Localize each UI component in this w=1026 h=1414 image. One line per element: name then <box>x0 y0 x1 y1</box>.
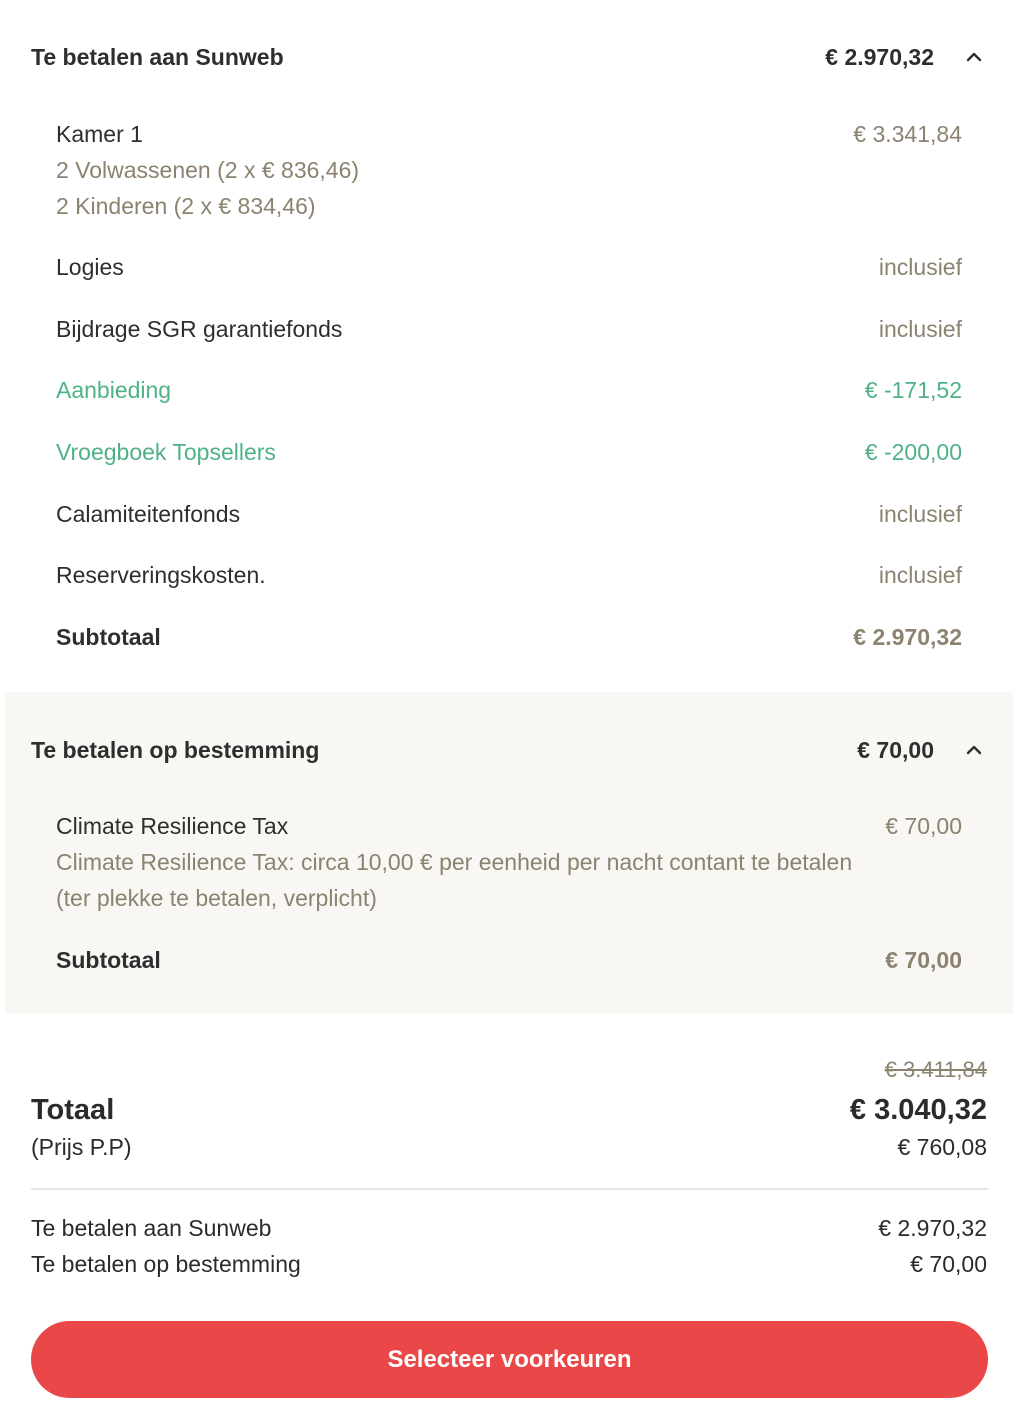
room-adults: 2 Volwassenen (2 x € 836,46) <box>56 157 360 183</box>
price-per-person-amount: € 760,08 <box>897 1134 987 1160</box>
line-item-label: Vroegboek Topsellers <box>56 439 276 465</box>
summary-value: € 2.970,32 <box>878 1215 987 1241</box>
room-row <box>56 116 962 152</box>
summary-row <box>31 1247 987 1281</box>
line-item-label: Calamiteitenfonds <box>56 501 241 527</box>
line-item-label: Bijdrage SGR garantiefonds <box>56 316 343 342</box>
sunweb-section-header-right <box>825 43 988 71</box>
line-item-label: Aanbieding <box>56 377 172 403</box>
subtotal-label: Subtotaal <box>56 947 161 973</box>
line-item-value: € -171,52 <box>864 377 962 403</box>
line-item <box>56 557 962 593</box>
original-price: € 3.411,84 <box>884 1057 987 1082</box>
discount-line-item <box>56 434 962 470</box>
destination-section-amount: € 70,00 <box>857 736 934 763</box>
select-preferences-button[interactable]: Selecteer voorkeuren <box>31 1321 988 1398</box>
chevron-up-icon[interactable] <box>960 736 988 764</box>
tax-row <box>56 808 962 844</box>
sunweb-section-amount: € 2.970,32 <box>825 43 934 70</box>
summary-label: Te betalen aan Sunweb <box>31 1215 272 1241</box>
room-amount: € 3.341,84 <box>853 121 962 147</box>
sunweb-section-title: Te betalen aan Sunweb <box>31 43 284 70</box>
subtotal-label: Subtotaal <box>56 624 161 650</box>
total-amount: € 3.040,32 <box>849 1094 987 1126</box>
line-item-value: inclusief <box>878 501 962 527</box>
destination-section-header-right <box>857 736 988 764</box>
subtotal-amount: € 2.970,32 <box>853 624 962 650</box>
tax-label: Climate Resilience Tax <box>56 813 289 839</box>
total-row <box>31 1094 987 1127</box>
room-children: 2 Kinderen (2 x € 834,46) <box>56 193 316 219</box>
summary-value: € 70,00 <box>910 1251 987 1277</box>
sunweb-section-header[interactable] <box>31 37 988 77</box>
price-per-person-label: (Prijs P.P) <box>31 1134 132 1160</box>
tax-description-note: (ter plekke te betalen, verplicht) <box>56 885 377 911</box>
line-item <box>56 311 962 347</box>
line-item-label: Logies <box>56 254 124 280</box>
destination-section-header[interactable] <box>31 730 988 770</box>
subtotal-amount: € 70,00 <box>885 947 962 973</box>
room-label: Kamer 1 <box>56 121 143 147</box>
line-item-value: inclusief <box>878 316 962 342</box>
line-item <box>56 496 962 532</box>
summary-row <box>31 1211 987 1245</box>
line-item-value: inclusief <box>878 562 962 588</box>
chevron-up-icon[interactable] <box>960 43 988 71</box>
tax-amount: € 70,00 <box>885 813 962 839</box>
sunweb-subtotal-row <box>56 619 962 655</box>
divider <box>31 1188 988 1190</box>
line-item-value: inclusief <box>878 254 962 280</box>
line-item <box>56 249 962 285</box>
destination-subtotal-row <box>56 942 962 978</box>
summary-label: Te betalen op bestemming <box>31 1251 301 1277</box>
total-label: Totaal <box>31 1094 115 1126</box>
destination-section-title: Te betalen op bestemming <box>31 736 320 763</box>
line-item-label: Reserveringskosten. <box>56 562 266 588</box>
line-item-value: € -200,00 <box>864 439 962 465</box>
tax-description: Climate Resilience Tax: circa 10,00 € per eenheid per nacht contant te betalen <box>56 849 853 875</box>
price-per-person-row <box>31 1134 987 1161</box>
discount-line-item <box>56 372 962 408</box>
